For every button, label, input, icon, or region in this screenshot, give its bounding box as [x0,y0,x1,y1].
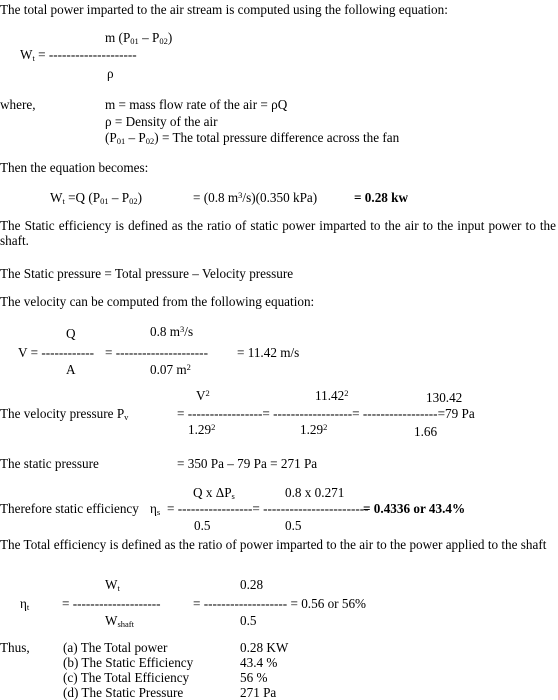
eq-pv-num-2: 11.42$^2$ [315,388,349,403]
where-pressure-diff: $(P_{01} - P_{02})$ = The total pressure difference across the fan [105,130,400,146]
eq-s-eta: $\eta_s$ [150,501,161,517]
eq-pv-den-1: 1.29$^2$ [188,422,216,437]
eq-s-den-1: 0.5 [194,518,211,533]
summary-item-name: (a) The Total power [63,640,168,655]
static-eff-definition: The Static efficiency is defined as the ratio of static power imparted to the air to the input power to the shaft. [0,218,556,249]
where-density: ρ = Density of the air [105,114,218,129]
eq-pv-num-3: 130.42 [426,390,463,405]
summary-item-value: 56 % [240,670,268,685]
eq-v-num-1: Q [66,326,76,341]
where-mass-flow: m = mass flow rate of the air = ρQ [105,97,288,112]
eq-s-label: Therefore static efficiency [0,501,139,516]
summary-item-name: (d) The Static Pressure [63,685,184,700]
summary-item-value: 0.28 KW [240,640,289,655]
eq-s-result: = 0.4336 or 43.4% [363,501,466,516]
eq-t-den-2: 0.5 [240,613,257,628]
summary-item-name: (c) The Total Efficiency [63,670,190,685]
eq-v-lhs: V = ------------ [18,345,95,360]
eq-v-den-1: A [66,362,76,377]
eq-pv-den-3: 1.66 [414,424,438,439]
eq-t-eta: $\eta_t$ [20,596,30,612]
where-label: where, [0,97,36,112]
eq1-numerator: m $(P_{01} - P_{02})$ [105,30,173,46]
eq-s-dashes: = -----------------= ------------------------ [167,501,369,516]
eq-pv-dashes: = -----------------= ------------------= -----------------=79 Pa [177,406,475,421]
eq-t-dashes-1: = -------------------- [62,596,161,611]
eq1-denominator: ρ [107,66,114,81]
eq2-result: = 0.28 kw [354,190,409,205]
eq-t-num-1: $W_t$ [105,577,120,593]
eq-s-num-2: 0.8 x 0.271 [285,485,345,500]
eq-s-num-1: Q x $\Delta P_s$ [193,485,235,501]
static-pressure-label: The static pressure [0,456,99,471]
eq-t-den-1: $W_{shaft}$ [105,613,134,629]
summary-label: Thus, [0,640,30,655]
eq2-calc: = (0.8 $m^3/s)(0.350$ kPa) [193,190,318,205]
eq-pv-label: The velocity pressure $P_v$ [0,406,129,422]
summary-item-name: (b) The Static Efficiency [63,655,194,670]
eq-t-dashes-2: = ------------------- = 0.56 or 56% [193,596,367,611]
intro-text: The total power imparted to the air stream is computed using the following equation: [0,2,448,17]
eq-v-den-2: 0.07 $m^2$ [150,362,191,377]
summary-item-value: 271 Pa [240,685,277,700]
eq2-lhs: $W_t =Q$ $(P_{01} - P_{02})$ [50,190,143,206]
then-text: Then the equation becomes: [0,160,149,175]
summary-item-value: 43.4 % [240,655,278,670]
eq-s-den-2: 0.5 [285,518,302,533]
eq-v-result: = 11.42 m/s [237,345,300,360]
static-pressure-definition: The Static pressure = Total pressure – Velocity pressure [0,266,294,281]
eq1-lhs: $W_t$ = -------------------- [20,47,137,63]
eq-t-num-2: 0.28 [240,577,264,592]
total-eff-definition: The Total efficiency is defined as the ratio of power imparted to the air to the power applied to the shaft [0,537,547,552]
eq-pv-num-1: $V^2$ [196,388,210,403]
eq-v-num-2: 0.8 $m^3/s$ [150,324,194,339]
eq-v-mid: = --------------------- [105,345,208,360]
velocity-intro: The velocity can be computed from the following equation: [0,294,315,309]
static-pressure-value: = 350 Pa – 79 Pa = 271 Pa [177,456,318,471]
eq-pv-den-2: 1.29$^2$ [300,422,328,437]
